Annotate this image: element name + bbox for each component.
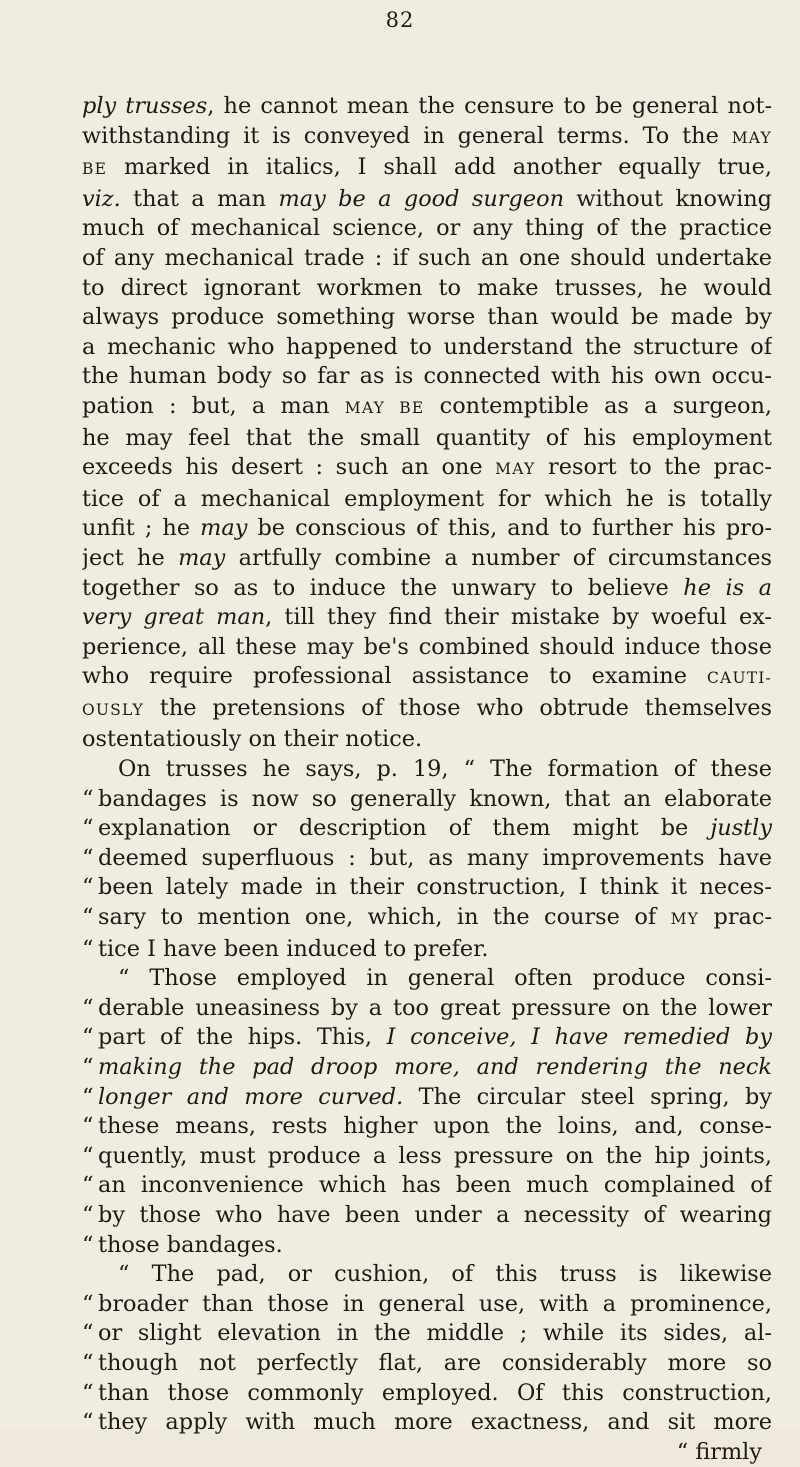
text-line	[82, 1053, 772, 1083]
text-line	[82, 755, 772, 785]
italic-span: may be a good surgeon	[278, 185, 564, 212]
text-line	[82, 994, 772, 1024]
small-caps-span: MAY	[731, 128, 772, 147]
text-span: prac-	[699, 904, 772, 931]
text-line	[82, 392, 772, 424]
text-span: these means, rests higher upon the loins, and, conse-	[98, 1113, 772, 1140]
text-span: been lately made in their construction, I think it neces-	[98, 874, 772, 901]
text-span: sary to mention one, which, in the course of	[98, 904, 671, 931]
quote-mark: “	[82, 1024, 94, 1051]
text-line	[82, 1112, 772, 1142]
text-line	[82, 1319, 772, 1349]
text-span: withstanding it is conveyed in general terms. To the	[82, 122, 732, 149]
text-line	[82, 1171, 772, 1201]
quote-mark: “	[82, 815, 94, 842]
text-line	[82, 1349, 772, 1379]
text-span: The circular steel spring, by	[403, 1083, 772, 1110]
text-line	[82, 873, 772, 903]
text-span: than those commonly employed. Of this construction,	[98, 1379, 772, 1406]
quote-mark: “	[82, 785, 94, 812]
italic-span: he is a	[683, 574, 772, 601]
quote-mark: “	[82, 1054, 94, 1080]
text-line	[82, 785, 772, 815]
text-line	[82, 903, 772, 935]
text-line	[82, 453, 772, 485]
text-line	[82, 214, 772, 244]
text-line	[82, 1083, 772, 1113]
italic-span: very great man	[82, 604, 266, 631]
text-line	[82, 153, 772, 185]
quote-mark: “	[82, 874, 94, 901]
italic-span: may	[200, 515, 248, 542]
quote-mark: “	[82, 1172, 94, 1199]
text-line	[82, 1231, 772, 1261]
text-span: part of the hips. This,	[98, 1024, 387, 1051]
text-line	[82, 964, 772, 994]
text-span: resort to the prac-	[535, 454, 772, 481]
quote-mark: “	[82, 1231, 94, 1258]
text-line	[82, 514, 772, 544]
text-span: , he cannot mean the censure to be general not-	[207, 93, 772, 119]
italic-span: longer and more curved.	[98, 1083, 404, 1110]
text-span: an inconvenience which has been much complained of	[98, 1172, 772, 1199]
text-span: without knowing	[564, 185, 772, 212]
small-caps-span: CAUTI-	[706, 669, 772, 688]
quote-mark: “	[82, 994, 94, 1021]
text-span: to direct ignorant workmen to make trusses, he would	[82, 274, 772, 301]
text-span: much of mechanical science, or any thing of the practice	[82, 215, 772, 242]
text-line	[82, 1438, 772, 1467]
quote-mark: “	[82, 1379, 94, 1406]
small-caps-span: MAY BE	[344, 398, 425, 417]
text-span: together so as to induce the unwary to believe	[82, 574, 684, 601]
quote-mark: “	[82, 1349, 94, 1376]
text-line	[82, 725, 772, 755]
italic-span: viz.	[82, 185, 121, 212]
text-span: perience, all these may be's combined should induce those	[82, 633, 772, 660]
text-span: artfully combine a number of circumstances	[225, 544, 772, 571]
body-text	[82, 92, 772, 1467]
text-span: of any mechanical trade : if such an one should undertake	[82, 244, 772, 271]
text-line	[82, 185, 772, 215]
quote-mark: “	[82, 1320, 94, 1347]
quote-mark: “	[82, 1113, 94, 1140]
text-span: those bandages.	[98, 1231, 283, 1258]
text-line	[82, 122, 772, 154]
text-span: contemptible as a surgeon,	[424, 392, 772, 419]
text-span: the human body so far as is connected with his own occu-	[82, 363, 772, 390]
text-line	[82, 662, 772, 694]
text-span: explanation or description of them might be	[98, 815, 711, 842]
text-line	[82, 244, 772, 274]
text-span: , till they find their mistake by woeful ex-	[265, 604, 772, 631]
quote-mark: “	[82, 935, 94, 962]
italic-span: ply trusses	[82, 93, 208, 119]
text-line	[82, 1408, 772, 1438]
italic-span: making the pad droop more, and rendering the neck	[98, 1054, 772, 1080]
text-line	[82, 633, 772, 663]
quote-mark: “	[82, 1290, 94, 1317]
text-line	[82, 362, 772, 392]
text-line	[82, 574, 772, 604]
text-line	[82, 274, 772, 304]
text-span: though not perfectly flat, are considerably more so	[98, 1349, 772, 1376]
text-line	[82, 844, 772, 874]
text-span: bandages is now so generally known, that an elaborate	[98, 785, 772, 812]
text-span: “ Those employed in general often produce consi-	[118, 965, 772, 992]
text-line	[82, 1290, 772, 1320]
text-span: marked in italics, I shall add another equally true,	[107, 154, 772, 181]
text-line	[82, 544, 772, 574]
text-line	[82, 1201, 772, 1231]
text-span: ject he	[82, 544, 179, 571]
page-number: 82	[385, 8, 415, 32]
text-span: they apply with much more exactness, and sit more	[98, 1409, 772, 1436]
text-span: by those who have been under a necessity of wearing	[98, 1201, 772, 1228]
text-span: he may feel that the small quantity of his employment	[82, 424, 772, 451]
text-span: who require professional assistance to examine	[82, 663, 707, 690]
text-line	[82, 935, 772, 965]
text-span: quently, must produce a less pressure on the hip joints,	[98, 1142, 772, 1169]
text-span: “ firmly	[676, 1438, 762, 1465]
text-span: derable uneasiness by a too great pressure on the lower	[98, 994, 772, 1021]
text-span: exceeds his desert : such an one	[82, 454, 496, 481]
text-span: broader than those in general use, with a prominence,	[98, 1290, 772, 1317]
small-caps-span: OUSLY	[82, 700, 144, 719]
small-caps-span: MAY	[495, 460, 536, 479]
text-line	[82, 694, 772, 726]
quote-mark: “	[82, 1201, 94, 1228]
text-line	[82, 333, 772, 363]
text-span: that a man	[120, 185, 279, 212]
quote-mark: “	[82, 1083, 94, 1110]
text-line	[82, 303, 772, 333]
quote-mark: “	[82, 904, 94, 931]
italic-span: may	[178, 544, 226, 571]
text-line	[82, 485, 772, 515]
text-span: a mechanic who happened to understand the structure of	[82, 333, 772, 360]
text-line	[82, 92, 772, 122]
text-span: be conscious of this, and to further his pro-	[247, 515, 772, 542]
text-span: tice I have been induced to prefer.	[98, 935, 489, 962]
text-span: or slight elevation in the middle ; while its sides, al-	[98, 1320, 772, 1347]
text-line	[82, 1379, 772, 1409]
text-line	[82, 424, 772, 454]
text-span: ostentatiously on their notice.	[82, 726, 423, 753]
text-line	[82, 814, 772, 844]
quote-mark: “	[82, 1142, 94, 1169]
small-caps-span: MY	[670, 910, 700, 929]
text-span: “ The pad, or cushion, of this truss is likewise	[118, 1261, 772, 1288]
quote-mark: “	[82, 844, 94, 871]
text-span: tice of a mechanical employment for which he is totally	[82, 485, 772, 512]
text-line	[82, 1260, 772, 1290]
text-span: always produce something worse than would be made by	[82, 304, 772, 331]
text-span: On trusses he says, p. 19, “ The formation of these	[118, 756, 772, 783]
italic-span: justly	[710, 815, 772, 842]
italic-span: I conceive, I have remedied by	[386, 1024, 772, 1051]
text-line	[82, 603, 772, 633]
quote-mark: “	[82, 1409, 94, 1436]
text-span: deemed superfluous : but, as many improvements have	[98, 844, 772, 871]
text-span: pation : but, a man	[82, 392, 345, 419]
text-line	[82, 1023, 772, 1053]
small-caps-span: BE	[82, 160, 108, 179]
text-span: unfit ; he	[82, 515, 201, 542]
text-line	[82, 1142, 772, 1172]
text-span: the pretensions of those who obtrude themselves	[143, 694, 772, 721]
